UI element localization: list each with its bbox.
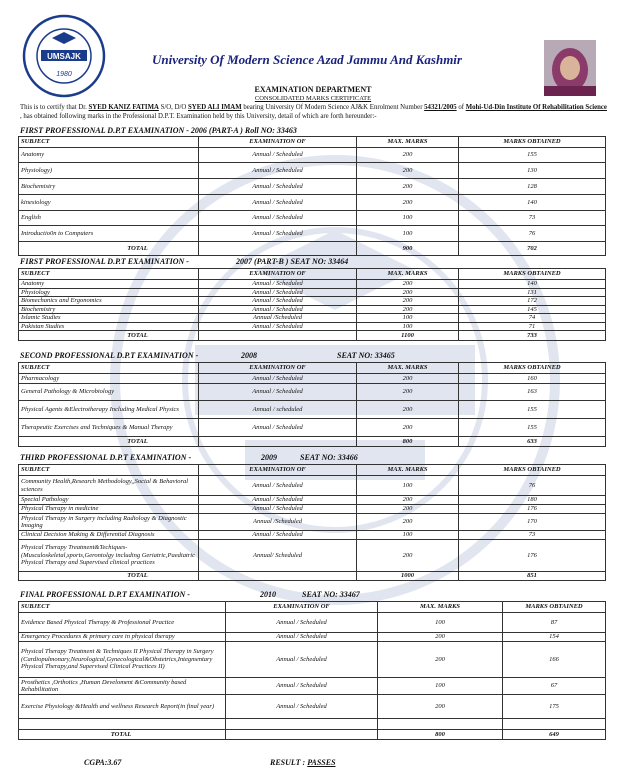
subject-cell: Biochemistry <box>19 305 199 314</box>
exam-cell: Annual / Scheduled <box>199 419 357 437</box>
table-row <box>19 531 606 540</box>
max-marks-cell: 100 <box>378 613 503 633</box>
subject-cell: Physical Therapy Treatment & Techniques II Physical Therapy in Surgery (Cardiopulmonary,Neurological,Gynecological&Obstetrics,Integmentary Physical Therapy,and Supervised Clinical Practices II) <box>19 642 226 678</box>
exam-cell: Annual / Scheduled <box>199 305 357 314</box>
result <box>270 758 336 767</box>
section-seat-number: SEAT NO: 33465 <box>337 351 395 360</box>
intro-text: of <box>456 104 466 111</box>
exam-cell: Annual / Scheduled <box>199 322 357 331</box>
result-value: PASSES <box>307 758 336 767</box>
obtained-marks-cell: 145 <box>459 305 606 314</box>
section-seat-number: SEAT NO: 33466 <box>300 453 358 462</box>
table-row <box>19 163 606 179</box>
section-exam-name: SECOND PROFESSIONAL D.P.T EXAMINATION - <box>20 351 199 360</box>
obtained-marks-cell: 140 <box>459 280 606 289</box>
subject-cell: Anatomy <box>19 148 199 163</box>
column-header-obtained: MARKS OBTAINED <box>459 137 606 148</box>
exam-cell: Annual /Scheduled <box>199 314 357 323</box>
subject-cell: Introductio0n to Computers <box>19 226 199 242</box>
university-title: University Of Modern Science Azad Jammu And Kashmir <box>152 52 462 67</box>
subject-cell: Prosthetics ,Orthotics ,Human Develoment &Community based Rehabilitation <box>19 678 226 695</box>
total-row <box>19 437 606 447</box>
subject-cell: kinesiology <box>19 195 199 211</box>
column-header-obtained: MARKS OBTAINED <box>459 269 606 280</box>
table-row <box>19 374 606 384</box>
exam-cell: Annual / Scheduled <box>226 642 378 678</box>
total-label: TOTAL <box>19 572 199 581</box>
intro-paragraph <box>20 103 610 121</box>
subject-cell: Physical Agents &Electrotherapy Including Medical Physics <box>19 401 199 419</box>
seal-year: 1980 <box>56 71 72 78</box>
table-row <box>19 288 606 297</box>
obtained-marks-cell: 160 <box>459 374 606 384</box>
exam-cell: Annual / Scheduled <box>199 179 357 195</box>
obtained-marks-cell: 131 <box>459 288 606 297</box>
column-header-max: MAX. MARKS <box>357 363 459 374</box>
total-row <box>19 572 606 581</box>
section-year: 2009 <box>261 453 277 462</box>
exam-cell: Annual / Scheduled <box>199 280 357 289</box>
subject-cell: General Pathology & Microbiology <box>19 384 199 401</box>
total-label: TOTAL <box>19 331 199 341</box>
column-header-exam: EXAMINATION OF <box>199 137 357 148</box>
table-header-row <box>19 465 606 476</box>
exam-cell: Annual / Scheduled <box>199 374 357 384</box>
section-exam-name: FINAL PROFESSIONAL D.P.T EXAMINATION - <box>20 590 190 599</box>
column-header-subject: SUBJECT <box>19 269 199 280</box>
total-obtained-marks: 702 <box>459 242 606 256</box>
institute-name: Mohi-Ud-Din Institute Of Rehabilitation Science <box>465 104 607 111</box>
total-label: TOTAL <box>19 437 199 447</box>
exam-cell: Annual / Scheduled <box>199 226 357 242</box>
obtained-marks-cell: 180 <box>459 496 606 505</box>
max-marks-cell: 200 <box>357 163 459 179</box>
column-header-exam: EXAMINATION OF <box>199 269 357 280</box>
max-marks-cell: 200 <box>357 384 459 401</box>
max-marks-cell: 200 <box>357 496 459 505</box>
obtained-marks-cell: 155 <box>459 148 606 163</box>
subject-cell: Anatomy <box>19 280 199 289</box>
column-header-subject: SUBJECT <box>19 602 226 613</box>
total-row <box>19 730 606 740</box>
obtained-marks-cell: 166 <box>503 642 606 678</box>
subject-cell: English <box>19 211 199 226</box>
table-row <box>19 476 606 496</box>
subject-cell: Islamic Studies <box>19 314 199 323</box>
certificate-title: CONSOLIDATED MARKS CERTIFICATE <box>254 95 372 102</box>
marks-table <box>18 362 606 447</box>
total-label: TOTAL <box>19 242 199 256</box>
exam-cell: Annual / Scheduled <box>199 211 357 226</box>
subject-cell: Biochemistry <box>19 179 199 195</box>
obtained-marks-cell: 130 <box>459 163 606 179</box>
exam-cell: Annual / Scheduled <box>226 613 378 633</box>
obtained-marks-cell: 176 <box>459 540 606 572</box>
column-header-max: MAX. MARKS <box>357 465 459 476</box>
obtained-marks-cell: 175 <box>503 695 606 719</box>
obtained-marks-cell: 71 <box>459 322 606 331</box>
obtained-marks-cell: 87 <box>503 613 606 633</box>
exam-cell: Annual / Scheduled <box>199 297 357 306</box>
max-marks-cell: 200 <box>357 419 459 437</box>
obtained-marks-cell: 73 <box>459 531 606 540</box>
column-header-max: MAX. MARKS <box>357 269 459 280</box>
table-row <box>19 613 606 633</box>
total-obtained-marks: 851 <box>459 572 606 581</box>
section-title <box>20 257 349 266</box>
exam-cell: Annual /Scheduled <box>199 514 357 531</box>
section-seat-number: SEAT NO: 33467 <box>302 590 360 599</box>
table-row <box>19 148 606 163</box>
total-empty-cell <box>199 572 357 581</box>
table-row <box>19 678 606 695</box>
max-marks-cell: 100 <box>357 226 459 242</box>
table-header-row <box>19 363 606 374</box>
subject-cell: Physical Therapy in Surgery including Radiology & Diagnostic Imaging <box>19 514 199 531</box>
max-marks-cell: 200 <box>378 642 503 678</box>
subject-cell: Exercise Physiology &Health and wellness Research Report(in final year) <box>19 695 226 719</box>
total-empty-cell <box>199 331 357 341</box>
student-name: SYED KANIZ FATIMA <box>88 104 159 111</box>
column-header-subject: SUBJECT <box>19 465 199 476</box>
marks-table <box>18 464 606 581</box>
marks-table <box>18 268 606 341</box>
max-marks-cell: 200 <box>357 374 459 384</box>
subject-cell: Physiology) <box>19 163 199 179</box>
exam-cell: Annual / Scheduled <box>199 288 357 297</box>
total-max-marks: 900 <box>357 242 459 256</box>
max-marks-cell: 100 <box>357 531 459 540</box>
column-header-exam: EXAMINATION OF <box>199 465 357 476</box>
subject-cell: Pharmacology <box>19 374 199 384</box>
max-marks-cell: 100 <box>357 322 459 331</box>
obtained-marks-cell: 67 <box>503 678 606 695</box>
column-header-exam: EXAMINATION OF <box>199 363 357 374</box>
max-marks-cell: 200 <box>378 695 503 719</box>
column-header-obtained: MARKS OBTAINED <box>459 363 606 374</box>
subject-cell: Pakistan Studies <box>19 322 199 331</box>
obtained-marks-cell: 73 <box>459 211 606 226</box>
column-header-subject: SUBJECT <box>19 137 199 148</box>
total-max-marks: 1000 <box>357 572 459 581</box>
section-title <box>20 453 358 462</box>
subject-cell: Clinical Decision Making & Differential Diagnosis <box>19 531 199 540</box>
total-empty-cell <box>199 242 357 256</box>
column-header-subject: SUBJECT <box>19 363 199 374</box>
section-exam-name: THIRD PROFESSIONAL D.P.T EXAMINATION - <box>20 453 192 462</box>
table-row <box>19 297 606 306</box>
subject-cell: Emergency Procedures & primary care in physical therapy <box>19 633 226 642</box>
subject-cell <box>19 719 226 730</box>
obtained-marks-cell: 163 <box>459 384 606 401</box>
max-marks-cell: 200 <box>357 280 459 289</box>
max-marks-cell: 200 <box>357 505 459 514</box>
column-header-exam: EXAMINATION OF <box>226 602 378 613</box>
total-row <box>19 242 606 256</box>
exam-cell: Annual / Scheduled <box>226 695 378 719</box>
exam-cell: Annual / Scheduled <box>199 531 357 540</box>
exam-cell: Annual / Scheduled <box>199 148 357 163</box>
intro-text: S/O, D/O <box>158 104 188 111</box>
obtained-marks-cell: 176 <box>459 505 606 514</box>
section-exam-name: FIRST PROFESSIONAL D.P.T EXAMINATION - <box>20 257 189 266</box>
exam-cell: Annual / Scheduled <box>199 195 357 211</box>
table-row <box>19 514 606 531</box>
table-row <box>19 305 606 314</box>
section-title <box>20 590 360 599</box>
cgpa: CGPA:3.67 <box>84 758 122 767</box>
section-title <box>20 126 297 135</box>
max-marks-cell: 100 <box>357 314 459 323</box>
intro-text: This is to certify that Dr. <box>20 104 89 111</box>
table-row <box>19 695 606 719</box>
exam-cell: Annual / Scheduled <box>199 505 357 514</box>
table-row <box>19 179 606 195</box>
section-exam-name: FIRST PROFESSIONAL D.P.T EXAMINATION - 2006 (PART-A ) Roll NO: 33463 <box>20 126 297 135</box>
total-max-marks: 800 <box>378 730 503 740</box>
total-empty-cell <box>226 730 378 740</box>
table-header-row <box>19 602 606 613</box>
father-name: SYED ALI IMAM <box>188 104 242 111</box>
obtained-marks-cell: 155 <box>459 419 606 437</box>
table-row <box>19 401 606 419</box>
table-row <box>19 719 606 730</box>
total-obtained-marks: 633 <box>459 437 606 447</box>
exam-cell: Annual / Scheduled <box>199 496 357 505</box>
total-obtained-marks: 649 <box>503 730 606 740</box>
table-header-row <box>19 269 606 280</box>
total-empty-cell <box>199 437 357 447</box>
exam-cell: Annual/ Scheduled <box>199 540 357 572</box>
subject-cell: Evidence Based Physical Therapy & Professional Practice <box>19 613 226 633</box>
obtained-marks-cell: 76 <box>459 476 606 496</box>
max-marks-cell: 200 <box>357 305 459 314</box>
subject-cell: Therapeutic Exercises and Techniques & Manual Therapy <box>19 419 199 437</box>
table-row <box>19 633 606 642</box>
exam-cell: Annual / Scheduled <box>199 384 357 401</box>
max-marks-cell: 200 <box>357 514 459 531</box>
table-row <box>19 211 606 226</box>
total-label: TOTAL <box>19 730 226 740</box>
table-row <box>19 280 606 289</box>
table-row <box>19 419 606 437</box>
subject-cell: Physiology <box>19 288 199 297</box>
exam-cell <box>226 719 378 730</box>
max-marks-cell: 200 <box>357 540 459 572</box>
table-row <box>19 496 606 505</box>
obtained-marks-cell: 140 <box>459 195 606 211</box>
seal-text: UMSAJK <box>47 52 81 61</box>
marks-table <box>18 601 606 740</box>
max-marks-cell: 100 <box>378 678 503 695</box>
obtained-marks-cell: 155 <box>459 401 606 419</box>
section-title <box>20 351 395 360</box>
table-header-row <box>19 137 606 148</box>
max-marks-cell: 200 <box>357 401 459 419</box>
exam-cell: Annual / Scheduled <box>199 163 357 179</box>
subject-cell: Physical Therapy in medicine <box>19 505 199 514</box>
result-label: RESULT : <box>270 758 308 767</box>
section-year: 2010 <box>260 590 276 599</box>
obtained-marks-cell: 76 <box>459 226 606 242</box>
obtained-marks-cell: 154 <box>503 633 606 642</box>
table-row <box>19 322 606 331</box>
section-year: 2008 <box>241 351 257 360</box>
column-header-obtained: MARKS OBTAINED <box>503 602 606 613</box>
section-year: 2007 (PART-B ) SEAT NO: 33464 <box>236 257 349 266</box>
total-max-marks: 800 <box>357 437 459 447</box>
table-row <box>19 540 606 572</box>
enrolment-number: 54321/2005 <box>424 104 457 111</box>
total-obtained-marks: 733 <box>459 331 606 341</box>
obtained-marks-cell: 170 <box>459 514 606 531</box>
max-marks-cell: 200 <box>357 288 459 297</box>
subject-cell: Biomechanics and Ergonomics <box>19 297 199 306</box>
max-marks-cell: 200 <box>357 195 459 211</box>
max-marks-cell: 100 <box>357 476 459 496</box>
exam-cell: Annual / Scheduled <box>226 678 378 695</box>
subject-cell: Special Pathology <box>19 496 199 505</box>
subject-cell: Physical Therapy Treatment&Techiques-(Musculoskeletal,sports,Gerontolgy including Geriatric,Paediatric Physical Therapy and Supervised clinical practices <box>19 540 199 572</box>
exam-cell: Annual / Scheduled <box>226 633 378 642</box>
table-row <box>19 505 606 514</box>
column-header-obtained: MARKS OBTAINED <box>459 465 606 476</box>
total-row <box>19 331 606 341</box>
intro-text: , has obtained following marks in the Professional D.P.T. Examination held by this University, detail of which are forth hereunder:- <box>20 113 377 120</box>
max-marks-cell: 100 <box>357 211 459 226</box>
total-max-marks: 1100 <box>357 331 459 341</box>
intro-text: bearing University Of Modern Science AJ&K Enrolment Number <box>241 104 425 111</box>
table-row <box>19 384 606 401</box>
max-marks-cell: 200 <box>357 179 459 195</box>
marks-table <box>18 136 606 256</box>
max-marks-cell: 200 <box>378 633 503 642</box>
exam-cell: Annual / Scheduled <box>199 476 357 496</box>
max-marks-cell: 200 <box>357 297 459 306</box>
max-marks-cell <box>378 719 503 730</box>
department-title: EXAMINATION DEPARTMENT <box>254 85 372 94</box>
obtained-marks-cell: 172 <box>459 297 606 306</box>
table-row <box>19 195 606 211</box>
column-header-max: MAX. MARKS <box>378 602 503 613</box>
column-header-max: MAX. MARKS <box>357 137 459 148</box>
max-marks-cell: 200 <box>357 148 459 163</box>
table-row <box>19 642 606 678</box>
obtained-marks-cell: 74 <box>459 314 606 323</box>
obtained-marks-cell <box>503 719 606 730</box>
table-row <box>19 314 606 323</box>
table-row <box>19 226 606 242</box>
exam-cell: Annual / scheduled <box>199 401 357 419</box>
obtained-marks-cell: 128 <box>459 179 606 195</box>
subject-cell: Community Health,Research Methodology,,Social & Behavioral sciences <box>19 476 199 496</box>
